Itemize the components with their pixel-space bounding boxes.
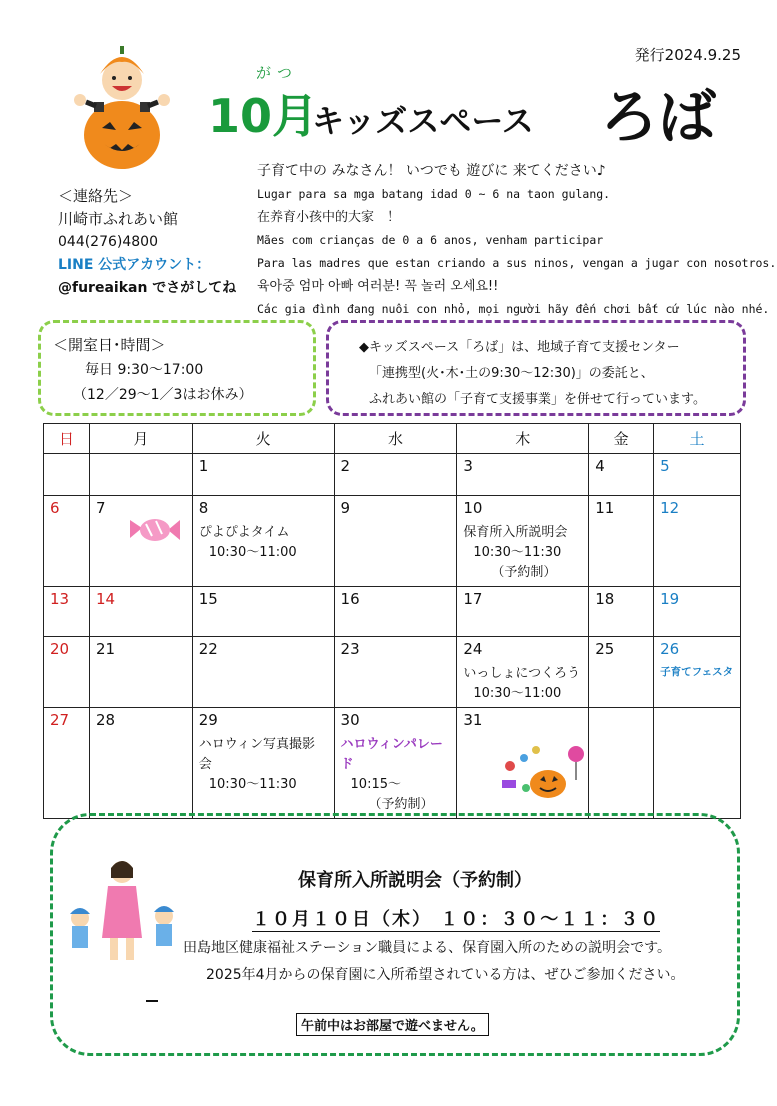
calendar-day-cell <box>192 637 334 708</box>
calendar-day-cell <box>44 454 90 496</box>
day-number: 23 <box>340 640 360 658</box>
greeting-pt: Mães com crianças de 0 a 6 anos, venham participar <box>257 233 604 247</box>
day-number: 11 <box>595 499 615 517</box>
day-number: 28 <box>95 711 116 729</box>
event-line: ぴよぴよタイム <box>198 525 290 540</box>
day-number: 24 <box>463 640 483 658</box>
event-line: 10:30～11:30 <box>208 777 297 792</box>
event-line: （予約制） <box>491 565 557 580</box>
about-line1: ◆キッズスペース「ろば」は、地域子育て支援センター <box>359 340 680 355</box>
calendar-day-cell <box>192 454 334 496</box>
day-number: 25 <box>595 640 615 658</box>
greeting-vi: Các gia đình đang nuôi con nhỏ, mọi người hãy đến chơi bất cứ lúc nào nhé. <box>257 302 770 316</box>
day-number: 29 <box>198 711 218 729</box>
calendar-day-cell <box>589 587 654 637</box>
event-line: ハロウィンパレード <box>340 737 443 772</box>
day-number: 18 <box>595 590 615 608</box>
briefing-desc-2: 2025年4月からの保育園に入所希望されている方は、ぜひご参加ください。 <box>206 967 685 983</box>
greeting-zh: 在养育小孩中的大家 ！ <box>257 210 401 225</box>
calendar-day-cell <box>334 708 457 819</box>
title-ruby: がつ <box>256 64 299 82</box>
briefing-note: 午前中はお部屋で遊べません。 <box>296 1013 489 1036</box>
title-month: 10月 <box>208 89 319 143</box>
contact-line: LINE 公式アカウント： <box>58 257 211 273</box>
weekday-wed: 水 <box>334 424 457 454</box>
calendar-table <box>43 423 741 819</box>
day-event <box>199 735 328 795</box>
event-line: ハロウィン写真撮影会 <box>198 737 315 772</box>
calendar-day-cell <box>334 587 457 637</box>
calendar-day-cell <box>89 587 192 637</box>
calendar-day-cell <box>589 454 654 496</box>
about-line2: 「連携型(火･木･土の9:30～12:30)」の委託と、 <box>369 366 654 381</box>
calendar-day-cell <box>192 587 334 637</box>
calendar-week-row <box>44 708 741 819</box>
contact-org: 川崎市ふれあい館 <box>58 210 179 228</box>
title-roba: ろば <box>600 83 717 151</box>
day-number: 5 <box>660 457 670 475</box>
calendar-day-cell <box>589 708 654 819</box>
weekday-tue: 火 <box>192 424 334 454</box>
contact-block <box>58 185 248 300</box>
weekday-fri: 金 <box>589 424 654 454</box>
calendar-day-cell <box>44 637 90 708</box>
issue-date: 発行2024.9.25 <box>634 46 741 64</box>
day-number: 22 <box>198 640 218 658</box>
calendar-day-cell <box>589 496 654 587</box>
calendar-day-cell <box>654 454 741 496</box>
day-number: 27 <box>50 711 70 729</box>
day-event <box>660 664 734 679</box>
calendar-day-cell <box>334 454 457 496</box>
calendar-day-cell <box>457 496 589 587</box>
day-number: 17 <box>463 590 483 608</box>
calendar-day-cell <box>457 587 589 637</box>
greeting-es: Para las madres que estan criando a sus ninos, vengan a jugar con nosotros. <box>257 256 777 270</box>
opening-hours: 毎日 9:30～17:00 <box>85 362 204 378</box>
briefing-desc-1: 田島地区健康福祉ステーション職員による、保育園入所のための説明会です。 <box>183 940 672 956</box>
day-number: 13 <box>50 590 70 608</box>
weekday-thu: 木 <box>457 424 589 454</box>
calendar-day-cell <box>44 708 90 819</box>
day-number: 7 <box>95 499 106 517</box>
calendar-day-cell <box>89 454 192 496</box>
day-number: 6 <box>50 499 60 517</box>
day-number: 26 <box>660 640 680 658</box>
day-number: 21 <box>95 640 116 658</box>
briefing-title: 保育所入所説明会（予約制） <box>298 870 532 891</box>
contact-handle: @fureaikan でさがしてね <box>58 280 237 296</box>
day-number: 3 <box>463 457 473 475</box>
calendar-day-cell <box>192 496 334 587</box>
calendar-day-cell <box>334 637 457 708</box>
calendar-day-cell <box>589 637 654 708</box>
about-box <box>326 320 746 416</box>
day-number: 9 <box>340 499 351 517</box>
day-number: 8 <box>198 499 209 517</box>
weekday-sat: 土 <box>654 424 741 454</box>
day-number: 20 <box>50 640 70 658</box>
greeting-ko: 육아중 엄마 아빠 여러분! 꼭 놀러 오세요!! <box>257 279 499 294</box>
event-line: いっしょにつくろう <box>463 666 581 681</box>
day-event <box>463 664 582 704</box>
day-event <box>199 523 328 563</box>
greeting-jp: 子育て中の みなさん！ いつでも 遊びに 来てください♪ <box>257 163 606 179</box>
day-number: 19 <box>660 590 680 608</box>
divider <box>146 1000 158 1002</box>
event-line: 10:30～11:30 <box>473 545 562 560</box>
calendar-day-cell <box>654 637 741 708</box>
day-number: 14 <box>95 590 116 608</box>
contact-label: ＜連絡先＞ <box>58 187 134 205</box>
event-line: （予約制） <box>368 797 434 812</box>
calendar-week-row <box>44 454 741 496</box>
event-line: 子育てフェスタ <box>660 666 734 678</box>
day-number: 4 <box>595 457 605 475</box>
contact-phone: 044(276)4800 <box>58 234 158 250</box>
day-event <box>463 523 582 583</box>
event-line: 10:15～ <box>350 777 401 792</box>
calendar-day-cell <box>654 587 741 637</box>
greeting-tl: Lugar para sa mga batang idad 0 ~ 6 na taon gulang. <box>257 187 611 201</box>
calendar-day-cell <box>89 637 192 708</box>
calendar-day-cell <box>654 496 741 587</box>
calendar-week-row <box>44 587 741 637</box>
calendar-day-cell <box>457 637 589 708</box>
briefing-date: １０月１０日（木） １０：３０～１１：３０ <box>252 905 660 932</box>
weekday-sun: 日 <box>44 424 90 454</box>
calendar-day-cell <box>457 454 589 496</box>
teacher-children-icon <box>64 858 180 968</box>
day-number: 16 <box>340 590 360 608</box>
day-number: 30 <box>340 711 360 729</box>
opening-holiday: （12／29～1／3はお休み） <box>73 387 253 403</box>
day-number: 31 <box>463 711 483 729</box>
event-line: 保育所入所説明会 <box>463 525 568 540</box>
calendar-day-cell <box>44 587 90 637</box>
event-line: 10:30～11:00 <box>473 686 562 701</box>
calendar-day-cell <box>334 496 457 587</box>
calendar-week-row <box>44 637 741 708</box>
greeting-block <box>257 160 776 321</box>
calendar-header-row <box>44 424 741 454</box>
weekday-mon: 月 <box>89 424 192 454</box>
opening-hours-box <box>38 320 316 416</box>
candy-icon <box>126 512 184 548</box>
calendar-day-cell <box>654 708 741 819</box>
opening-hours-title: ＜開室日･時間＞ <box>53 336 166 354</box>
calendar-day-cell <box>44 496 90 587</box>
day-number: 12 <box>660 499 680 517</box>
about-line3: ふれあい館の「子育て支援事業」を併せて行っています。 <box>369 392 706 407</box>
calendar-day-cell <box>192 708 334 819</box>
calendar-body <box>44 454 741 819</box>
event-line: 10:30～11:00 <box>208 545 297 560</box>
day-number: 10 <box>463 499 483 517</box>
halloween-sweets-icon <box>496 740 588 800</box>
pumpkin-kid-icon <box>72 40 172 170</box>
day-number: 1 <box>198 457 209 475</box>
day-number: 15 <box>198 590 218 608</box>
title-kids-space: キッズスペース <box>312 102 534 140</box>
day-number: 2 <box>340 457 351 475</box>
calendar-day-cell <box>89 708 192 819</box>
day-event <box>341 735 451 815</box>
